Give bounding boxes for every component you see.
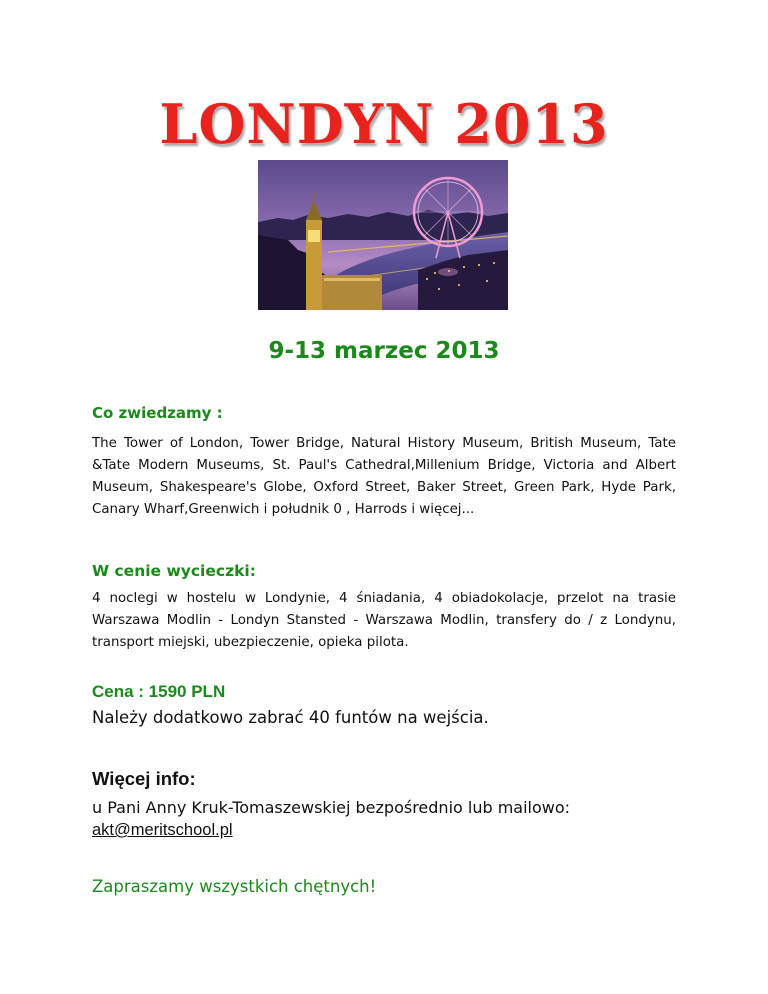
more-info-text: u Pani Anny Kruk-Tomaszewskiej bezpośrednio lub mailowo: (92, 798, 571, 817)
trip-dates: 9-13 marzec 2013 (268, 338, 500, 364)
contact-email-link[interactable]: akt@meritschool.pl (92, 821, 233, 839)
sightseeing-heading: Co zwiedzamy : (92, 404, 223, 422)
london-eye-night-photo (258, 160, 508, 310)
price-label: Cena : 1590 PLN (92, 682, 226, 701)
extra-cost-note: Należy dodatkowo zabrać 40 funtów na wejścia. (92, 708, 489, 727)
included-list: 4 noclegi w hostelu w Londynie, 4 śniadania, 4 obiadokolacje, przelot na trasie Warszawa Modlin - Londyn Stansted - Warszawa Modlin, transfery do / z Londynu, transport miejski, ubezpieczenie, opieka pilota. (92, 591, 676, 650)
included-heading: W cenie wycieczki: (92, 562, 256, 580)
sightseeing-list: The Tower of London, Tower Bridge, Natural History Museum, British Museum, Tate &Tate Modern Museums, St. Paul's Cathedral,Millenium Bridge, Victoria and Albert Museum, Shakespeare's Globe, Oxford Street, Baker Street, Green Park, Hyde Park, Canary Wharf,Greenwich i południk 0 , Harrods i więcej... (92, 436, 676, 517)
flyer-title: LONDYN 2013 (159, 92, 609, 156)
invitation-text: Zapraszamy wszystkich chętnych! (92, 877, 377, 896)
more-info-heading: Więcej info: (92, 768, 196, 789)
